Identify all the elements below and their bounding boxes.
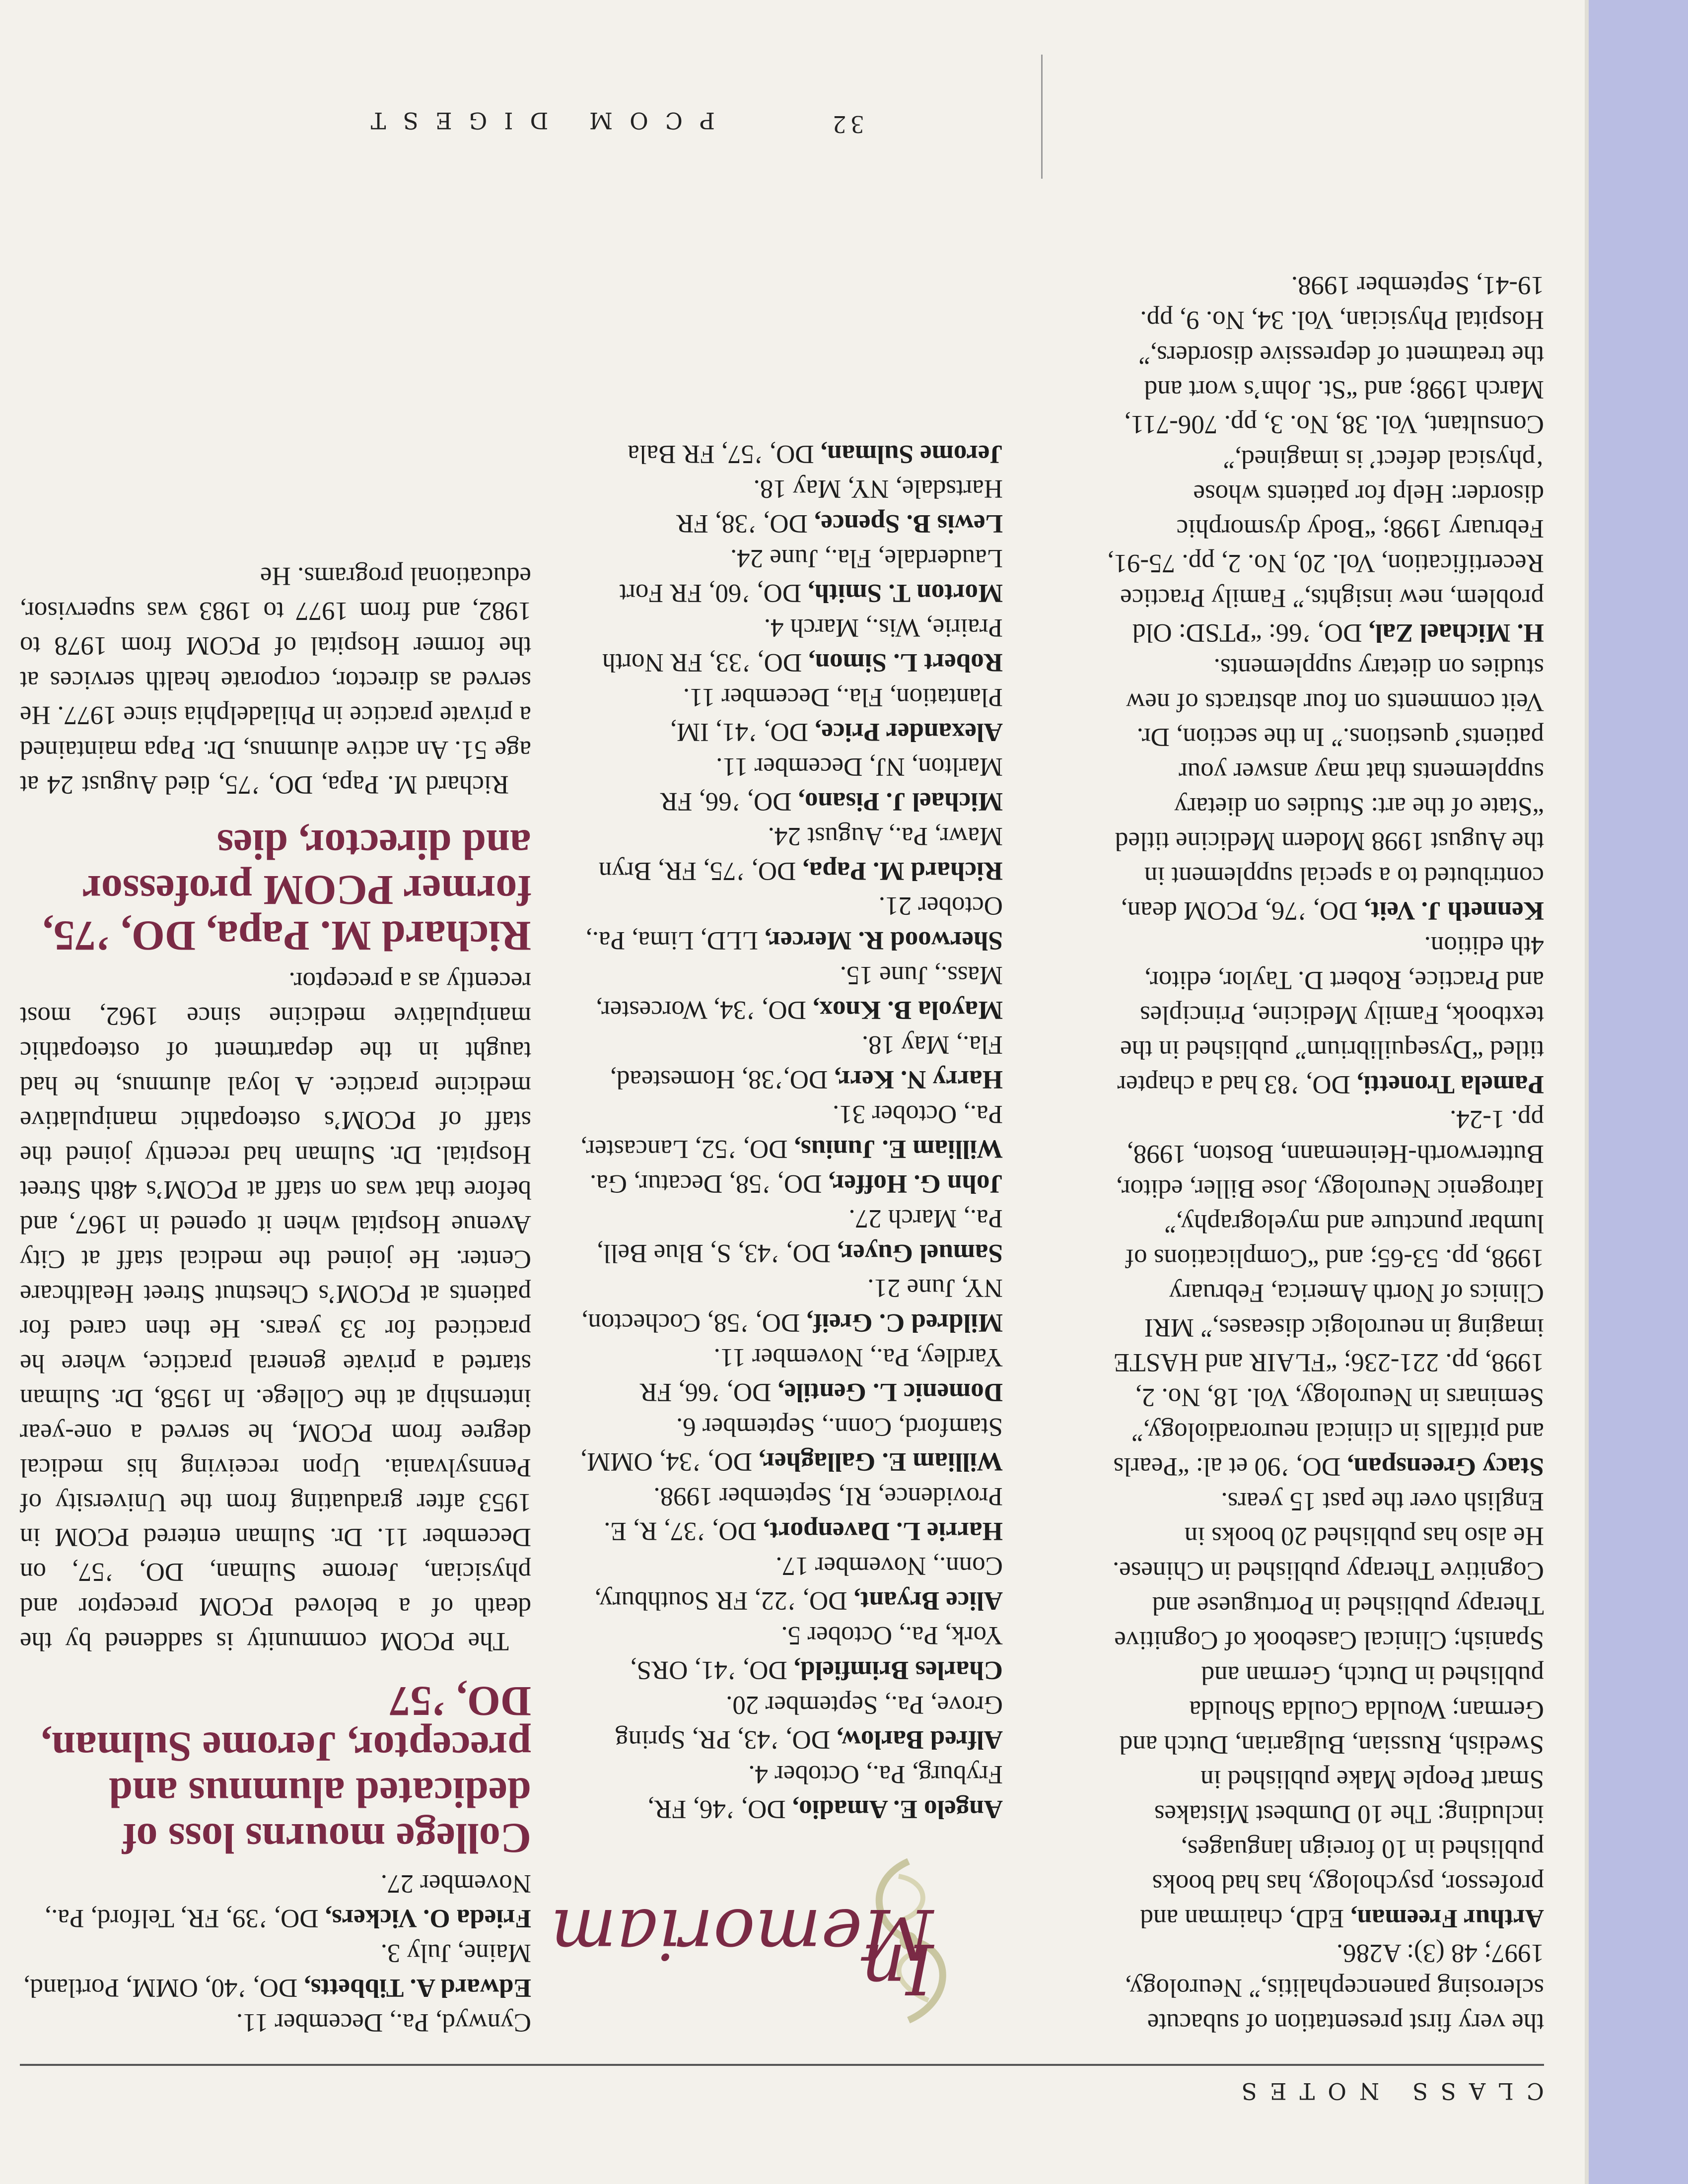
entry — [576, 1757, 1003, 1827]
entry — [576, 437, 1003, 472]
entry — [576, 888, 1003, 958]
entry — [576, 541, 1003, 611]
entry-name: Domenic L. Gentile, — [777, 1378, 1003, 1407]
entry-text: DO, ’41, ORS, York, Pa., October 5. — [630, 1621, 1003, 1685]
article-body-papa — [20, 559, 531, 802]
entry-name: Arthur Freeman, — [1350, 1904, 1544, 1933]
article-headline-sulman: College mourns loss of dedicated alumnus and preceptor, Jerome Sulman, DO, ’57 — [41, 1678, 531, 1862]
entry — [1107, 1484, 1544, 1936]
page-edge-strip — [1589, 0, 1688, 2184]
entry — [576, 472, 1003, 541]
article-body-sulman — [20, 964, 531, 1659]
entry-name: John G. Hoffer, — [828, 1169, 1003, 1198]
entry-name: Morton T. Smith, — [808, 579, 1003, 608]
entry-name: Alfred Barlow, — [837, 1725, 1003, 1754]
entry-text: DO, ’34, OMM, Stamford, Conn., September 6. — [580, 1413, 1003, 1476]
entry — [1107, 1936, 1544, 2040]
entry-name: Alice Bryant, — [853, 1586, 1003, 1615]
entry-text: DO, ’43, S, Blue Bell, Pa., March 27. — [596, 1204, 1003, 1268]
column-class-notes — [1107, 268, 1544, 2040]
entry — [576, 819, 1003, 888]
article-paragraph: Richard M. Papa, DO, ’75, died August 24 at age 51. An active alumnus, Dr. Papa maintained a private practice in Philadelphia since 1977. He served as director, corporate health services at the former Hospital of PCOM from 1978 to 1982, and from 1977 to 1983 was supervisor, educational programs. He — [20, 562, 531, 799]
entry — [576, 958, 1003, 1027]
scan-edge — [1585, 0, 1589, 2184]
entry-text: DO, ’58, Decatur, Ga. — [590, 1169, 829, 1198]
entry-text: DO, ’43, PR, Spring Grove, Pa., September 20. — [615, 1691, 1003, 1754]
entry-text: DO,’38, Homestead, Fla., May 18. — [610, 1030, 1003, 1094]
column-in-memoriam — [550, 437, 1003, 2040]
entry-name: Angelo E. Amadio, — [792, 1795, 1003, 1824]
entry — [576, 1618, 1003, 1688]
in-memoriam-heading — [550, 1842, 1003, 2040]
entry — [576, 1479, 1003, 1549]
page-content — [20, 45, 1544, 2105]
entry-text: DO, ’33, FR North Prairie, Wis., March 4. — [602, 614, 1003, 677]
page-number: 32 — [828, 110, 864, 138]
entry-name: Stacy Greenspan, — [1347, 1452, 1544, 1481]
entry — [20, 2005, 531, 2040]
header-rule — [20, 2064, 1544, 2066]
entry-text: DO, ’38, FR Hartsdale, NY, May 18. — [676, 475, 1003, 538]
entry-text: the very first presentation of subacute sclerosing panencephalitis,” Neurology, 1997; 48 (3): A286. — [1125, 1939, 1544, 2037]
entry-name: Richard M. Papa, — [802, 857, 1003, 886]
article-headline-papa: Richard M. Papa, DO, ’75, former PCOM professor and director, dies — [42, 821, 531, 960]
entry-name: Sherwood R. Mercer, — [765, 926, 1003, 955]
entry-name: H. Michael Zal, — [1368, 618, 1544, 647]
entry — [576, 1271, 1003, 1340]
obituary-list — [576, 437, 1003, 1827]
entry-name: Pamela Tronetti, — [1357, 1070, 1544, 1099]
entry-name: Samuel Guyer, — [837, 1239, 1003, 1268]
entry-text: DO, ’39, FR, Telford, Pa., November 27. — [44, 1869, 531, 1933]
entry-name: Charles Brimfield, — [794, 1656, 1003, 1685]
entry-name: Robert L. Simon, — [808, 648, 1003, 677]
entry-text: DO, ’58, Cochecton, NY, June 21. — [581, 1274, 1003, 1337]
page-footer — [20, 45, 1544, 138]
entry-text: DO, ’60, FR Fort Lauderdale, Fla., June 24. — [619, 544, 1003, 608]
entry-name: Mildred C. Greif, — [806, 1308, 1003, 1337]
entry-text: DO, ’46, FR, Fryburg, Pa., October 4. — [647, 1760, 1003, 1824]
entry — [20, 1936, 531, 2005]
entry — [576, 750, 1003, 819]
entry-text: DO, ’90 et al: “Pearls and pitfalls in clinical neuroradiology,” Seminars in Neurology, Vol. 18, No. 2, 1998, pp. 221-236; “FLAIR and HASTE imaging in neurologic diseases,” MRI Clinics of North America, February 1998, pp. 53-65; and “Complications of lumbar puncture and myelography,” Iatrogenic Neurology, Jose Biller, editor, Butterworth-Heinemann, Boston, 1998, pp. 1-24. — [1113, 1105, 1544, 1481]
entry-text: DO, ’57, FR Bala — [628, 440, 821, 469]
entry — [576, 680, 1003, 750]
entry-text: EdD, chairman and professor, psychology, has had books published in 10 foreign languages, including: The 10 Dumbest Mistakes Smart People Make published in Swedish, Russian, Bulgarian, Dutch and German; Woulda Coulda Shoulda published in Dutch, German and Spanish; Clinical Casebook of Cognitive Therapy published in Portuguese and Cognitive Therapy published in Chinese. He also has published 20 books in English over the past 15 years. — [1113, 1487, 1544, 1933]
entry — [576, 1166, 1003, 1201]
entry — [20, 1866, 531, 1936]
entry-text: DO, ’66, FR Yardley, Pa., November 11. — [639, 1343, 1003, 1407]
entry — [576, 1027, 1003, 1097]
entry-text: DO, ’52, Lancaster, Pa., October 31. — [580, 1100, 1003, 1163]
article-paragraph: The PCOM community is saddened by the death of a beloved PCOM preceptor and physician, Jerome Sulman, DO, ’57, on December 11. Dr. Sulman entered PCOM in 1953 after graduating from the University of Pennsylvania. Upon receiving his medical degree from PCOM, he served a one-year internship at the College. In 1958, Dr. Sulman started a private general practice, where he practiced for 33 years. He then cared for patients at PCOM’s Chestnut Street Healthcare Center. He joined the medical staff at City Avenue Hospital when it opened in 1967, and before that was on staff at PCOM’s 48th Street Hospital. Dr. Sulman had recently joined the staff of PCOM’s osteopathic manipulative medicine practice. A loyal alumnus, he had taught in the department of osteopathic manipulative medicine since 1962, most recently as a preceptor. — [20, 967, 531, 1656]
entry — [576, 1410, 1003, 1479]
column-articles — [20, 559, 531, 2040]
entry-name: Alexander Price, — [815, 718, 1003, 747]
entry-text: DO, ’66: “PTSD: Old problem, new insights,” Family Practice Recertification, Vol. 20, No. 2, pp. 75-91, February 1998; “Body dysmorphic disorder: Help for patients whose ‘physical defect’ is imagined,” Consultant, Vol. 38, No. 3, pp. 706-711, March 1998; and “St. John’s wort and the treatment of depressive disorders,” Hospital Physician, Vol. 34, No. 9, pp. 19-41, September 1998. — [1107, 271, 1544, 647]
entry-text: Cynwyd, Pa., December 11. — [236, 2008, 531, 2037]
section-header — [20, 2075, 1544, 2105]
in-memoriam-title: In Memoriam — [550, 1893, 933, 2009]
entry-name: Edward A. Tibbetts, — [304, 1974, 531, 2002]
entry-name: Michael J. Pisano, — [798, 787, 1003, 816]
entry-text: DO, ’83 had a chapter titled “Dysequilibrium” published in the textbook, Family Medicine, Principles and Practice, Robert D. Taylor, editor, 4th edition. — [1117, 931, 1544, 1099]
entry — [1107, 268, 1544, 650]
entry-name: William E. Gallagher, — [759, 1447, 1003, 1476]
entry — [576, 1201, 1003, 1271]
entry-text: DO, ’22, FR Southbury, Conn., November 17. — [594, 1552, 1003, 1615]
entry-text: LLD, Lima, Pa., October 21. — [585, 891, 1003, 955]
entry — [1107, 928, 1544, 1102]
entry-text: DO, ’41, IM, Plantation, Fla., December 11. — [670, 683, 1003, 747]
entry — [1107, 1102, 1544, 1484]
entry-text: DO, ’76, PCOM dean, contributed to a special supplement in the August 1998 Modern Medicine titled “State of the art: Studies on dietary supplements that may answer your patients’ questions.” In the section, Dr. Veit comments on four abstracts of new studies on dietary supplements. — [1115, 653, 1544, 925]
entry — [1107, 650, 1544, 928]
entry-name: Mayola B. Knox, — [813, 996, 1003, 1024]
entry-text: DO, ’40, OMM, Portland, Maine, July 3. — [23, 1939, 531, 2002]
obituary-list-continued — [20, 1866, 531, 2040]
entry-name: William E. Junius, — [794, 1135, 1003, 1163]
section-title: CLASS NOTES — [1228, 2078, 1544, 2105]
publication-name: PCOM DIGEST — [353, 107, 715, 134]
entry — [576, 1688, 1003, 1757]
entry-text: DO, ’66, FR Marlton, NJ, December 11. — [660, 752, 1003, 816]
entry-text: DO, ’75, FR, Bryn Mawr, Pa., August 24. — [598, 822, 1003, 886]
entry-name: Harry N. Kerr, — [834, 1065, 1003, 1094]
entry — [576, 611, 1003, 680]
entry-name: Kenneth J. Veit, — [1364, 896, 1544, 925]
entry — [576, 1340, 1003, 1410]
entry — [576, 1097, 1003, 1166]
entry-name: Jerome Sulman, — [820, 440, 1003, 469]
entry-text: DO, ’37, R, E. Providence, RI, September 1998. — [604, 1482, 1003, 1546]
entry-name: Harrie L. Davenport, — [763, 1517, 1003, 1546]
entry — [576, 1549, 1003, 1618]
entry-text: DO, ’34, Worcester, Mass., June 15. — [596, 961, 1003, 1024]
entry-name: Frieda O. Vickers, — [325, 1904, 531, 1933]
entry-name: Lewis B. Spence, — [814, 509, 1003, 538]
